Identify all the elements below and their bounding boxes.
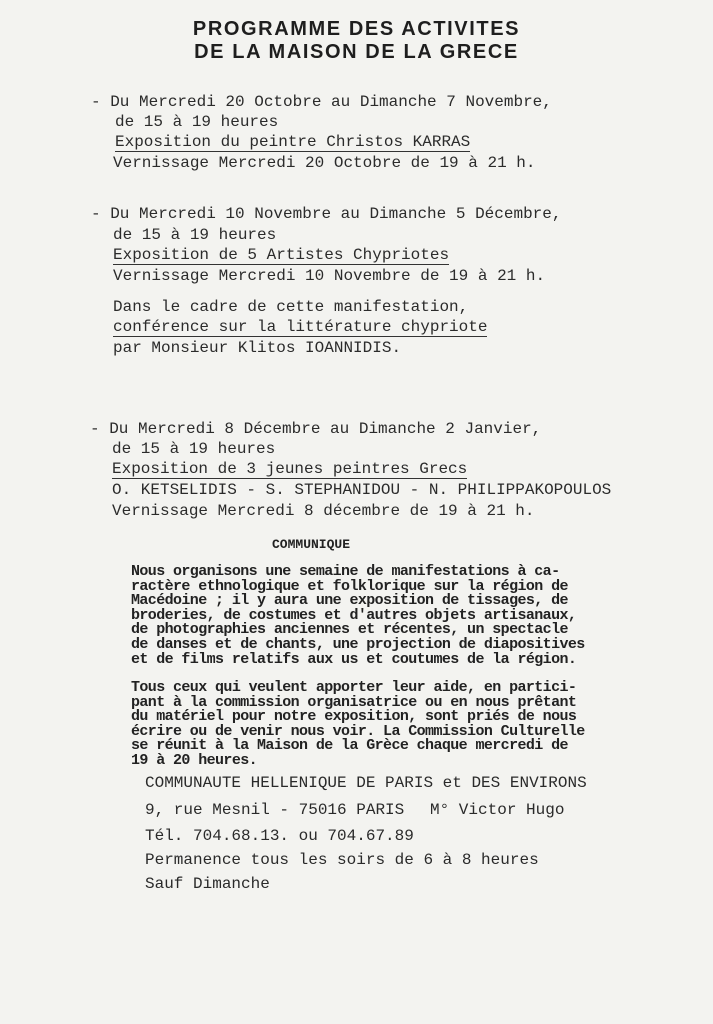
event-2-exhibition-text: Exposition de 5 Artistes Chypriotes [113, 246, 450, 264]
footer-phone: Tél. 704.68.13. ou 704.67.89 [145, 827, 414, 845]
event-1-hours: de 15 à 19 heures [115, 113, 279, 131]
event-2-conference [113, 317, 487, 337]
communique-paragraph-2: Tous ceux qui veulent apporter leur aide, en partici- pant à la commission organisatrice ou en nous prêtant du matériel pour notre exposition, sont priés de nous écrire ou de venir nous voir. La Commission Culturelle se réunit à la Maison de la Grèce chaque mercredi de 19 à 20 heures. [131, 679, 585, 769]
event-3-artists: O. KETSELIDIS - S. STEPHANIDOU - N. PHILIPPAKOPOULOS [112, 481, 612, 499]
event-2-conference-text: conférence sur la littérature chypriote [113, 318, 488, 336]
document-title-line-1: PROGRAMME DES ACTIVITES [192, 18, 521, 40]
event-3-exhibition-text: Exposition de 3 jeunes peintres Grecs [112, 460, 468, 478]
footer-organization: COMMUNAUTE HELLENIQUE DE PARIS et DES ENVIRONS [145, 774, 587, 792]
event-2-hours: de 15 à 19 heures [113, 226, 277, 244]
communique-paragraph-1: Nous organisons une semaine de manifestations à ca- ractère ethnologique et folklorique sur la région de Macédoine ; il y aura une exposition de tissages, de broderies, de costumes et d'autres objets artisanaux, de photographies anciennes et récentes, un spectacle de danses et de chants, une projection de diapositives et de films relatifs aux us et coutumes de la région. [131, 563, 585, 668]
event-1-exhibition-text: Exposition du peintre Christos KARRAS [115, 133, 471, 151]
footer-metro: M° Victor Hugo [430, 801, 565, 819]
footer-closed: Sauf Dimanche [145, 875, 270, 893]
event-3-dates: - Du Mercredi 8 Décembre au Dimanche 2 Janvier, [90, 420, 542, 438]
event-2-note-line-1: Dans le cadre de cette manifestation, [113, 298, 469, 316]
event-3-exhibition [112, 459, 467, 479]
event-2-vernissage: Vernissage Mercredi 10 Novembre de 19 à 21 h. [113, 267, 546, 285]
footer-hours: Permanence tous les soirs de 6 à 8 heures [145, 851, 539, 869]
event-3-vernissage: Vernissage Mercredi 8 décembre de 19 à 21 h. [112, 502, 535, 520]
event-3-hours: de 15 à 19 heures [112, 440, 276, 458]
footer-address: 9, rue Mesnil - 75016 PARIS [145, 801, 405, 819]
event-2-exhibition [113, 245, 449, 265]
event-1-exhibition [115, 132, 470, 152]
event-1-vernissage: Vernissage Mercredi 20 Octobre de 19 à 21 h. [113, 154, 536, 172]
communique-heading: COMMUNIQUE [272, 537, 351, 552]
event-1-dates: - Du Mercredi 20 Octobre au Dimanche 7 Novembre, [91, 93, 552, 111]
event-2-dates: - Du Mercredi 10 Novembre au Dimanche 5 Décembre, [91, 205, 562, 223]
event-2-speaker: par Monsieur Klitos IOANNIDIS. [113, 339, 402, 357]
document-title-line-2: DE LA MAISON DE LA GRECE [194, 41, 519, 63]
